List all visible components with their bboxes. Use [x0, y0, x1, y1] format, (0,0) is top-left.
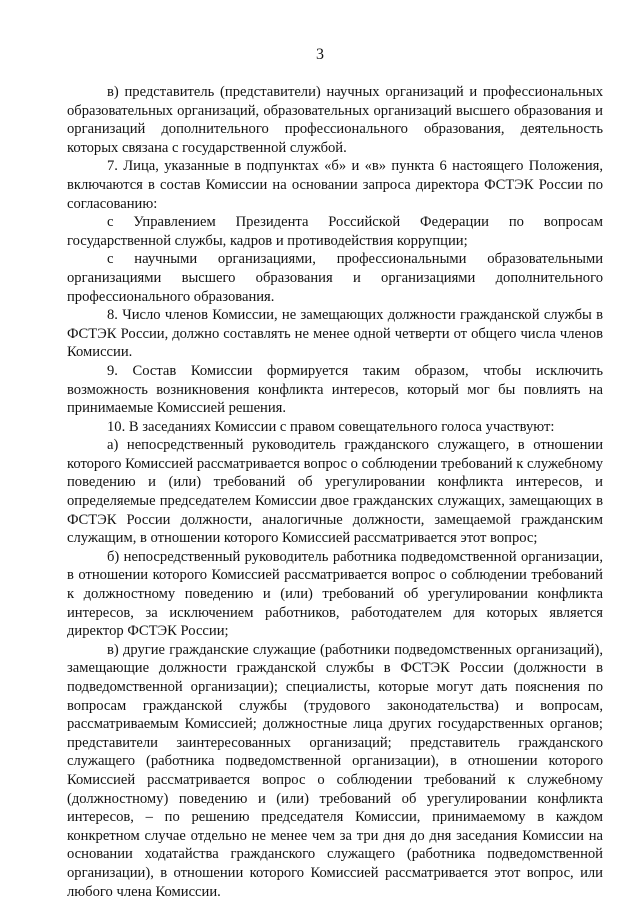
paragraph-6v: в) представитель (представители) научных организаций и профессиональных образовательных организаций, образовательных организаций высшего образования и организаций дополнительного профессионального образования, деятельность которых связана с государственной службой. [67, 84, 603, 156]
paragraph-10b: б) непосредственный руководитель работника подведомственной организации, в отношении которого Комиссией рассматривается вопрос о соблюдении требований к должностному поведению и (или) требований об урегулировании конфликта интересов, за исключением работников, работодателем для которых является директор ФСТЭК России; [67, 548, 603, 640]
paragraph-7-scientific-organizations: с научными организациями, профессиональными образовательными организациями высшего образования и организациями дополнительного профессионального образования. [67, 251, 603, 305]
paragraph-10v: в) другие гражданские служащие (работники подведомственных организаций), замещающие должности гражданской службы в ФСТЭК России (должности в подведомственной организации); специалисты, которые могут дать пояснения по вопросам гражданской службы (трудового законодательства) и вопросам, рассматриваемым Комиссией; должностные лица других государственных органов; представители заинтересованных организаций; представитель гражданского служащего (работника подведомственной организации), в отношении которого Комиссией рассматривается вопрос о соблюдении требований к служебному (должностному) поведению и (или) требований об урегулировании конфликта интересов, – по решению председателя Комиссии, принимаемому в каждом конкретном случае отдельно не менее чем за три дня до дня заседания Комиссии на основании ходатайства гражданского служащего (работника подведомственной организации), в отношении которого Комиссией рассматривается этот вопрос, или любого члена Комиссии. [67, 641, 603, 900]
paragraph-7: 7. Лица, указанные в подпунктах «б» и «в» пункта 6 настоящего Положения, включаются в состав Комиссии на основании запроса директора ФСТЭК России по согласованию: [67, 158, 603, 212]
paragraph-9: 9. Состав Комиссии формируется таким образом, чтобы исключить возможность возникновения конфликта интересов, который мог бы повлиять на принимаемые Комиссией решения. [67, 362, 603, 417]
paragraph-10a: а) непосредственный руководитель гражданского служащего, в отношении которого Комиссией рассматривается вопрос о соблюдении требований к служебному поведению и (или) требований об урегулировании конфликта интересов, и определяемые председателем Комиссии двое гражданских служащих, замещающих в ФСТЭК России должности, аналогичные должности, замещаемой гражданским служащим, в отношении которого Комиссией рассматривается этот вопрос; [67, 437, 603, 547]
paragraph-10: 10. В заседаниях Комиссии с правом совещательного голоса участвуют: [107, 418, 555, 435]
paragraph-8: 8. Число членов Комиссии, не замещающих должности гражданской службы в ФСТЭК России, должно составлять не менее одной четверти от общего числа членов Комиссии. [67, 307, 603, 361]
document-body [67, 83, 603, 901]
page-number: 3 [316, 46, 324, 63]
paragraph-7-administration: с Управлением Президента Российской Федерации по вопросам государственной службы, кадров и противодействия коррупции; [67, 214, 603, 249]
